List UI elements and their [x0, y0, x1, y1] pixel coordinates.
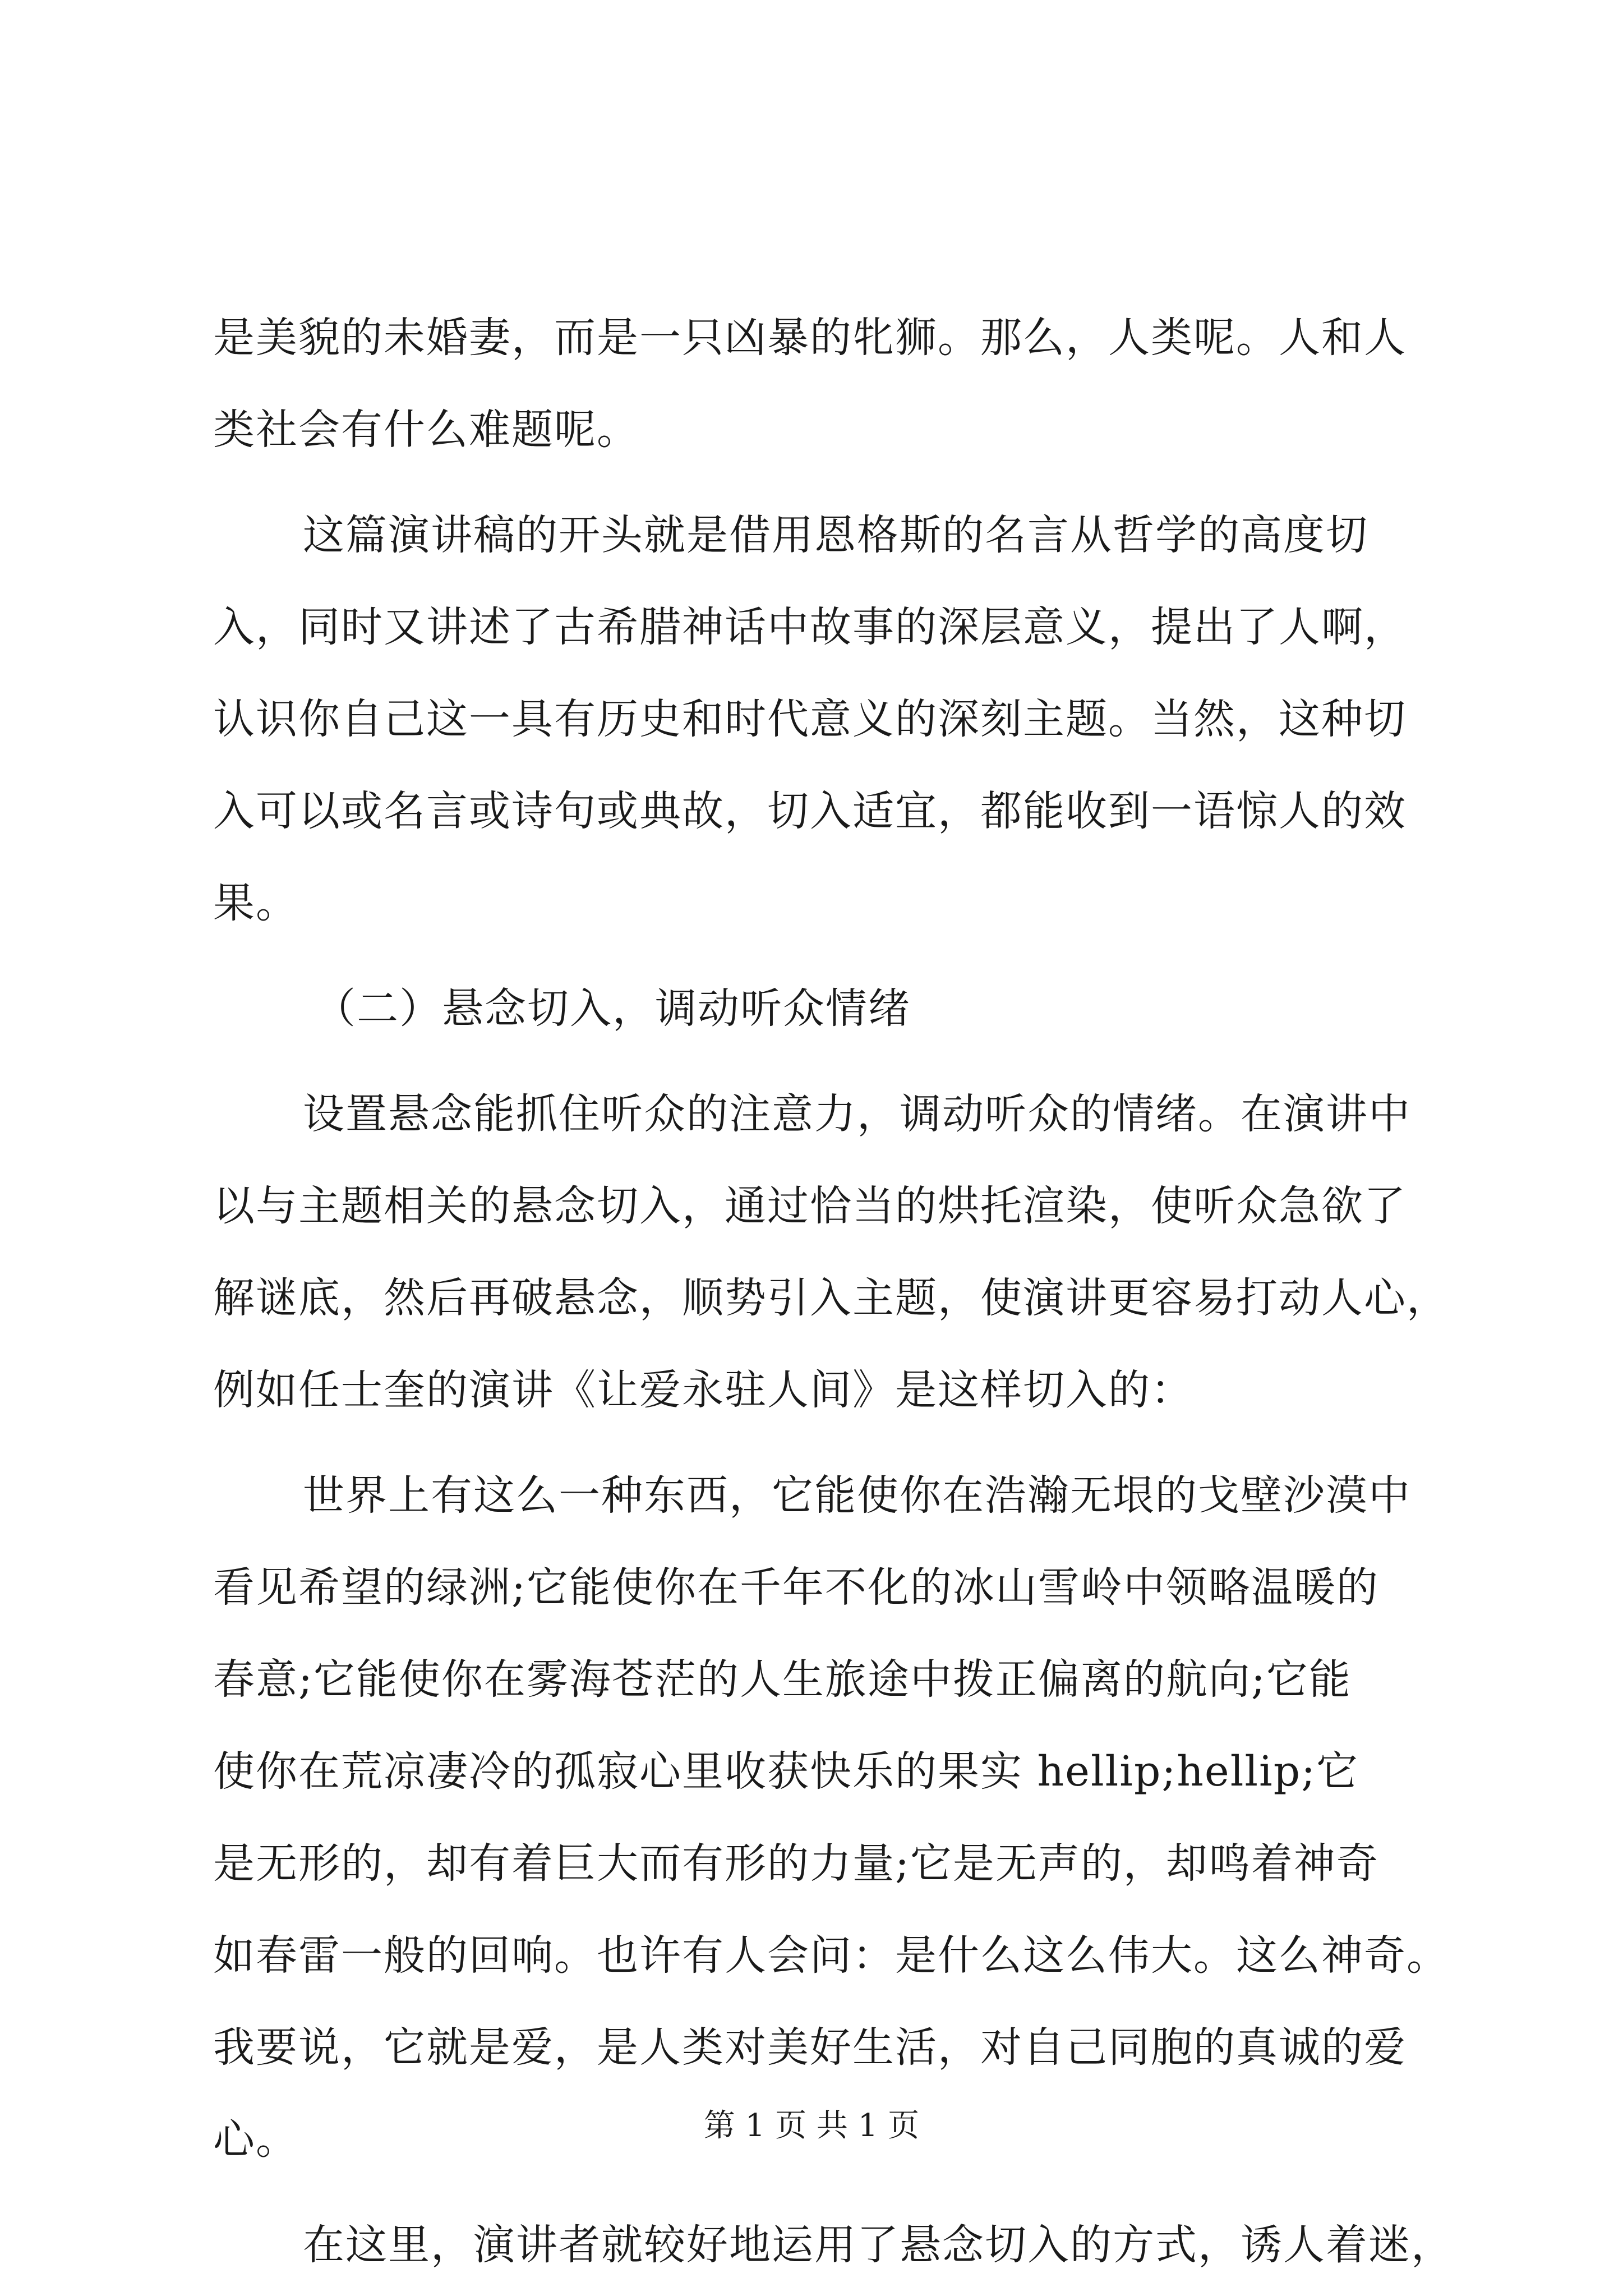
text-line: 如春雷一般的回响。也许有人会问：是什么这么伟大。这么神奇。	[213, 1931, 1449, 1980]
text-line: 看见希望的绿洲;它能使你在千年不化的冰山雪岭中领略温暖的	[213, 1563, 1379, 1612]
text-line: 世界上有这么一种东西，它能使你在浩瀚无垠的戈壁沙漠中	[303, 1471, 1411, 1520]
text-line: 果。	[213, 879, 298, 927]
text-line: 类社会有什么难题呢。	[213, 406, 639, 454]
text-line: 设置悬念能抓住听众的注意力，调动听众的情绪。在演讲中	[303, 1090, 1411, 1138]
section-heading	[213, 963, 1413, 1055]
text-line: 心。	[213, 2115, 298, 2164]
paragraph	[213, 489, 1413, 949]
heading-line: （二）悬念切入，调动听众情绪	[314, 984, 911, 1033]
document-body	[213, 292, 1454, 2291]
text-line: 春意;它能使你在雾海苍茫的人生旅途中拨正偏离的航向;它能	[213, 1655, 1352, 1704]
text-line: 以与主题相关的悬念切入，通过恰当的烘托渲染，使听众急欲了	[213, 1182, 1407, 1230]
text-line: 例如任士奎的演讲《让爱永驻人间》是这样切入的：	[213, 1366, 1193, 1414]
text-line: 是美貌的未婚妻，而是一只凶暴的牝狮。那么，人类呢。人和人	[213, 314, 1407, 362]
text-line: 使你在荒凉凄冷的孤寂心里收获快乐的果实 hellip;hellip;它	[213, 1747, 1359, 1796]
page-footer	[0, 2106, 1623, 2146]
text-line: 入可以或名言或诗句或典故，切入适宜，都能收到一语惊人的效	[213, 787, 1407, 835]
paragraph	[213, 2199, 1454, 2291]
text-line: 是无形的，却有着巨大而有形的力量;它是无声的，却鸣着神奇	[213, 1839, 1379, 1888]
paragraph	[213, 1068, 1449, 1436]
text-line: 解谜底，然后再破悬念，顺势引入主题，使演讲更容易打动人心，	[213, 1274, 1449, 1322]
text-line: 这篇演讲稿的开头就是借用恩格斯的名言从哲学的高度切	[303, 511, 1368, 559]
page-number-label: 第 1 页 共 1 页	[703, 2108, 920, 2144]
text-line: 入，同时又讲述了古希腊神话中故事的深层意义，提出了人啊，	[213, 603, 1407, 651]
text-line: 认识你自己这一具有历史和时代意义的深刻主题。当然，这种切	[213, 695, 1407, 743]
paragraph	[213, 292, 1413, 476]
quoted-passage	[213, 1450, 1449, 2185]
text-line: 在这里，演讲者就较好地运用了悬念切入的方式，诱人着迷，	[303, 2221, 1454, 2269]
text-line: 我要说，它就是爱，是人类对美好生活，对自己同胞的真诚的爱	[213, 2023, 1407, 2072]
